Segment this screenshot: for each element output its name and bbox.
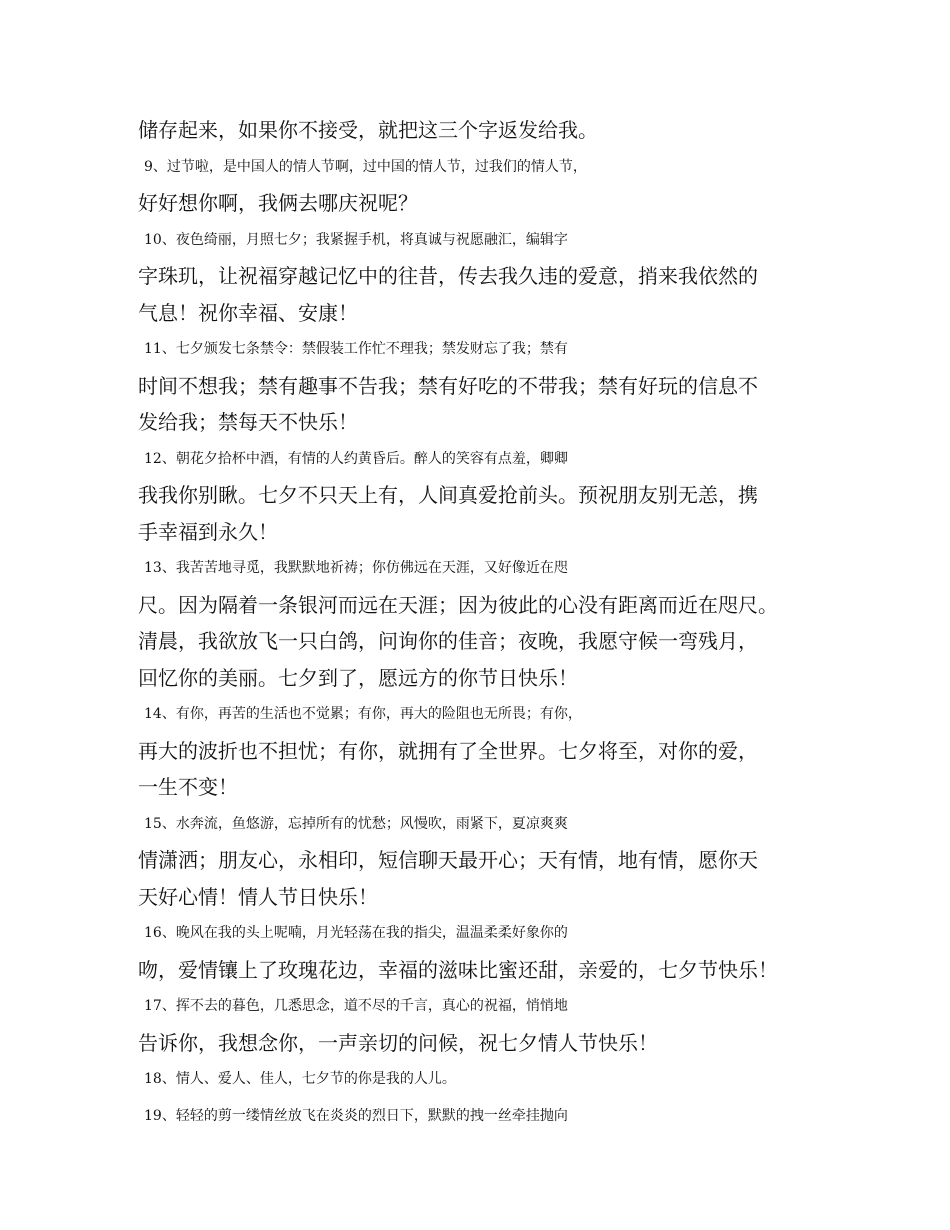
- paragraph-item-15: [138, 806, 828, 916]
- paragraph-item-14: [138, 696, 828, 806]
- text-line: 16、晚风在我的头上呢喃，月光轻荡在我的指尖，温温柔柔好象你的: [144, 925, 568, 941]
- text-line: 尺。因为隔着一条银河而远在天涯；因为彼此的心没有距离而近在咫尺。: [138, 592, 778, 617]
- paragraph-item-19: [138, 1098, 828, 1135]
- text-line: 回忆你的美丽。七夕到了，愿远方的你节日快乐！: [138, 665, 578, 690]
- paragraph-item-11: [138, 331, 828, 441]
- text-line: 字珠玑，让祝福穿越记忆中的往昔，传去我久违的爱意，捎来我依然的: [138, 264, 758, 288]
- text-line: 时间不想我；禁有趣事不告我；禁有好吃的不带我；禁有好玩的信息不: [138, 373, 758, 398]
- text-line: 再大的波折也不担忧；有你，就拥有了全世界。七夕将至，对你的爱，: [138, 738, 758, 763]
- document-body: [138, 112, 828, 1134]
- paragraph-item-10: [138, 222, 828, 332]
- text-line: 情潇洒；朋友心，永相印，短信聊天最开心；天有情，地有情，愿你天: [138, 848, 758, 872]
- text-line: 14、有你，再苦的生活也不觉累；有你，再大的险阻也无所畏；有你，: [144, 706, 582, 722]
- text-line: 19、轻轻的剪一缕情丝放飞在炎炎的烈日下，默默的拽一丝牵挂抛向: [144, 1107, 568, 1124]
- paragraph-item-16: [138, 915, 828, 988]
- text-line: 13、我苦苦地寻觅，我默默地祈祷；你仿佛远在天涯，又好像近在咫: [144, 560, 568, 576]
- paragraph-item-12: [138, 441, 828, 551]
- text-line: 告诉你，我想念你，一声亲切的问候，祝七夕情人节快乐！: [138, 1030, 658, 1055]
- text-line: 我我你别瞅。七夕不只天上有，人间真爱抢前头。预祝朋友别无恙，携: [138, 483, 758, 507]
- text-line: 吻，爱情镶上了玫瑰花边，幸福的滋味比蜜还甜，亲爱的，七夕节快乐！: [138, 957, 778, 982]
- text-line: 12、朝花夕拾杯中酒，有情的人约黄昏后。醉人的笑容有点羞，卿卿: [144, 450, 568, 467]
- text-line: 11、七夕颁发七条禁令：禁假装工作忙不理我；禁发财忘了我；禁有: [144, 341, 568, 357]
- paragraph-item-13: [138, 550, 828, 696]
- text-line: 9、过节啦，是中国人的情人节啊，过中国的情人节，过我们的情人节，: [144, 158, 587, 175]
- text-line: 清晨，我欲放飞一只白鸽，问询你的佳音；夜晚，我愿守候一弯残月，: [138, 629, 758, 653]
- text-line: 好好想你啊，我俩去哪庆祝呢？: [138, 191, 418, 215]
- text-line: 17、挥不去的暮色，几悉思念，道不尽的千言，真心的祝福，悄悄地: [144, 998, 568, 1014]
- text-line: 15、水奔流，鱼悠游，忘掉所有的忧愁；风慢吹，雨紧下，夏凉爽爽: [144, 815, 568, 832]
- text-line: 10、夜色绮丽，月照七夕；我紧握手机，将真诚与祝愿融汇，编辑字: [144, 231, 568, 248]
- text-line: 手幸福到永久！: [138, 519, 278, 544]
- paragraph-item-9: [138, 149, 828, 222]
- paragraph: [138, 112, 828, 149]
- text-line: 一生不变！: [138, 775, 238, 799]
- text-line: 天好心情！情人节日快乐！: [138, 884, 378, 909]
- paragraph-item-18: [138, 1061, 828, 1098]
- text-line: 发给我；禁每天不快乐！: [138, 410, 358, 434]
- paragraph-item-17: [138, 988, 828, 1061]
- text-line: 储存起来，如果你不接受，就把这三个字返发给我。: [138, 118, 598, 142]
- text-line: 18、情人、爱人、佳人，七夕节的你是我的人儿。: [144, 1071, 456, 1087]
- text-line: 气息！祝你幸福、安康！: [138, 300, 358, 325]
